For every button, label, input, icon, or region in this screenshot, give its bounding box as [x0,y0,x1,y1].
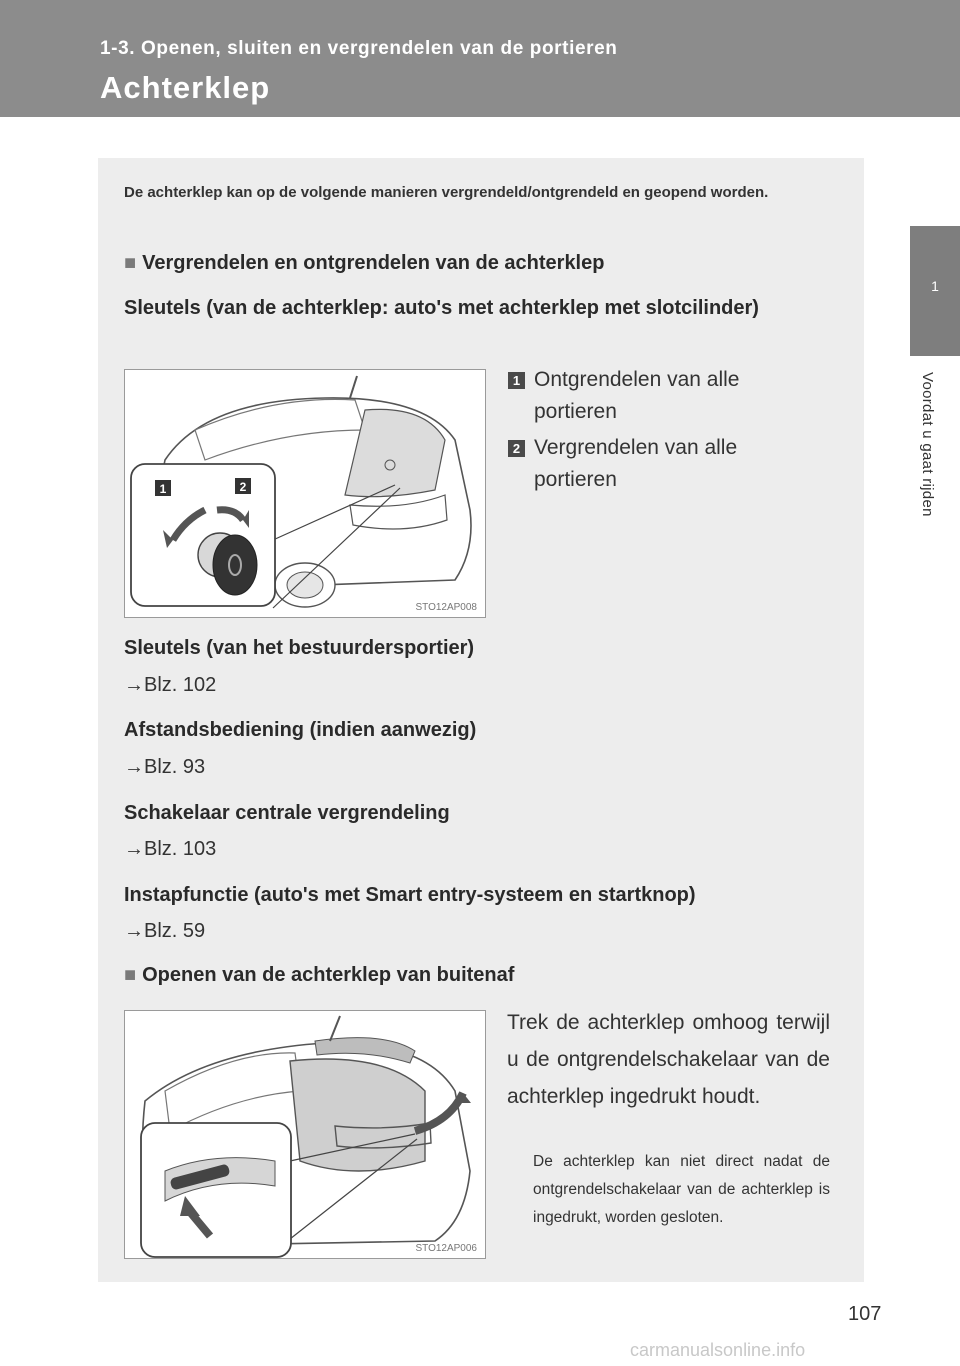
watermark: carmanualsonline.info [630,1340,806,1360]
arrow-icon: → [124,756,144,778]
svg-text:1: 1 [159,482,167,496]
arrow-icon: → [124,920,144,942]
page-number: 107 [848,1303,882,1325]
page-title: Achterklep [100,70,271,105]
page-header [0,0,960,117]
open-description: Trek de achterklep omhoog terwijl u de ontgrendelschakelaar van de achterklep ingedrukt houdt. [507,1011,830,1108]
heading-open-outside [124,964,514,987]
heading-lock-unlock-text: Vergrendelen en ontgrendelen van de achterklep [142,252,605,274]
car-rear-key-illustration [125,370,486,618]
chapter-number: 1 [931,278,939,294]
badge-2-icon: 2 [508,440,525,457]
section-title: 1-3. Openen, sluiten en vergrendelen van de portieren [100,38,618,59]
sub-heading-key-cylinder: Sleutels (van de achterklep: auto's met achterklep met slotcilinder) [124,297,759,319]
method-ref-smart-entry[interactable]: →Blz. 59 [124,920,206,942]
badge-1-icon: 1 [508,372,525,389]
method-title-remote: Afstandsbediening (indien aanwezig) [124,719,477,741]
intro-text: De achterklep kan op de volgende manieren vergrendeld/ontgrendeld en geopend worden. [124,184,769,201]
figure-code: STO12AP006 [415,1243,477,1254]
arrow-icon: → [124,838,144,860]
method-ref-driver-key[interactable]: →Blz. 102 [124,674,217,696]
heading-open-outside-text: Openen van de achterklep van buitenaf [142,964,515,986]
method-ref-central-lock[interactable]: →Blz. 103 [124,838,217,860]
open-note: De achterklep kan niet direct nadat de ontgrendelschakelaar van de achterklep is ingedrukt, worden gesloten. [533,1153,830,1226]
method-title-central-lock: Schakelaar centrale vergrendeling [124,802,450,824]
bullet-square-icon: ■ [124,964,137,986]
svg-text:2: 2 [239,480,247,494]
chapter-tab [910,226,960,356]
method-ref-remote[interactable]: →Blz. 93 [124,756,206,778]
chapter-label: Voordat u gaat rijden [919,372,936,517]
tailgate-opening-illustration [125,1011,486,1259]
legend-item-lock [508,432,808,496]
figure-open-tailgate [124,1010,486,1259]
bullet-square-icon: ■ [124,252,137,274]
heading-lock-unlock [124,252,604,275]
method-title-driver-key: Sleutels (van het bestuurdersportier) [124,637,475,659]
figure-key-lock [124,369,486,618]
arrow-icon: → [124,674,144,696]
legend-text-lock: Vergrendelen van alle portieren [534,436,738,491]
legend-text-unlock: Ontgrendelen van alle portieren [534,368,740,423]
legend-item-unlock [508,364,808,428]
method-title-smart-entry: Instapfunctie (auto's met Smart entry-systeem en startknop) [124,884,696,906]
figure-code: STO12AP008 [415,602,477,613]
